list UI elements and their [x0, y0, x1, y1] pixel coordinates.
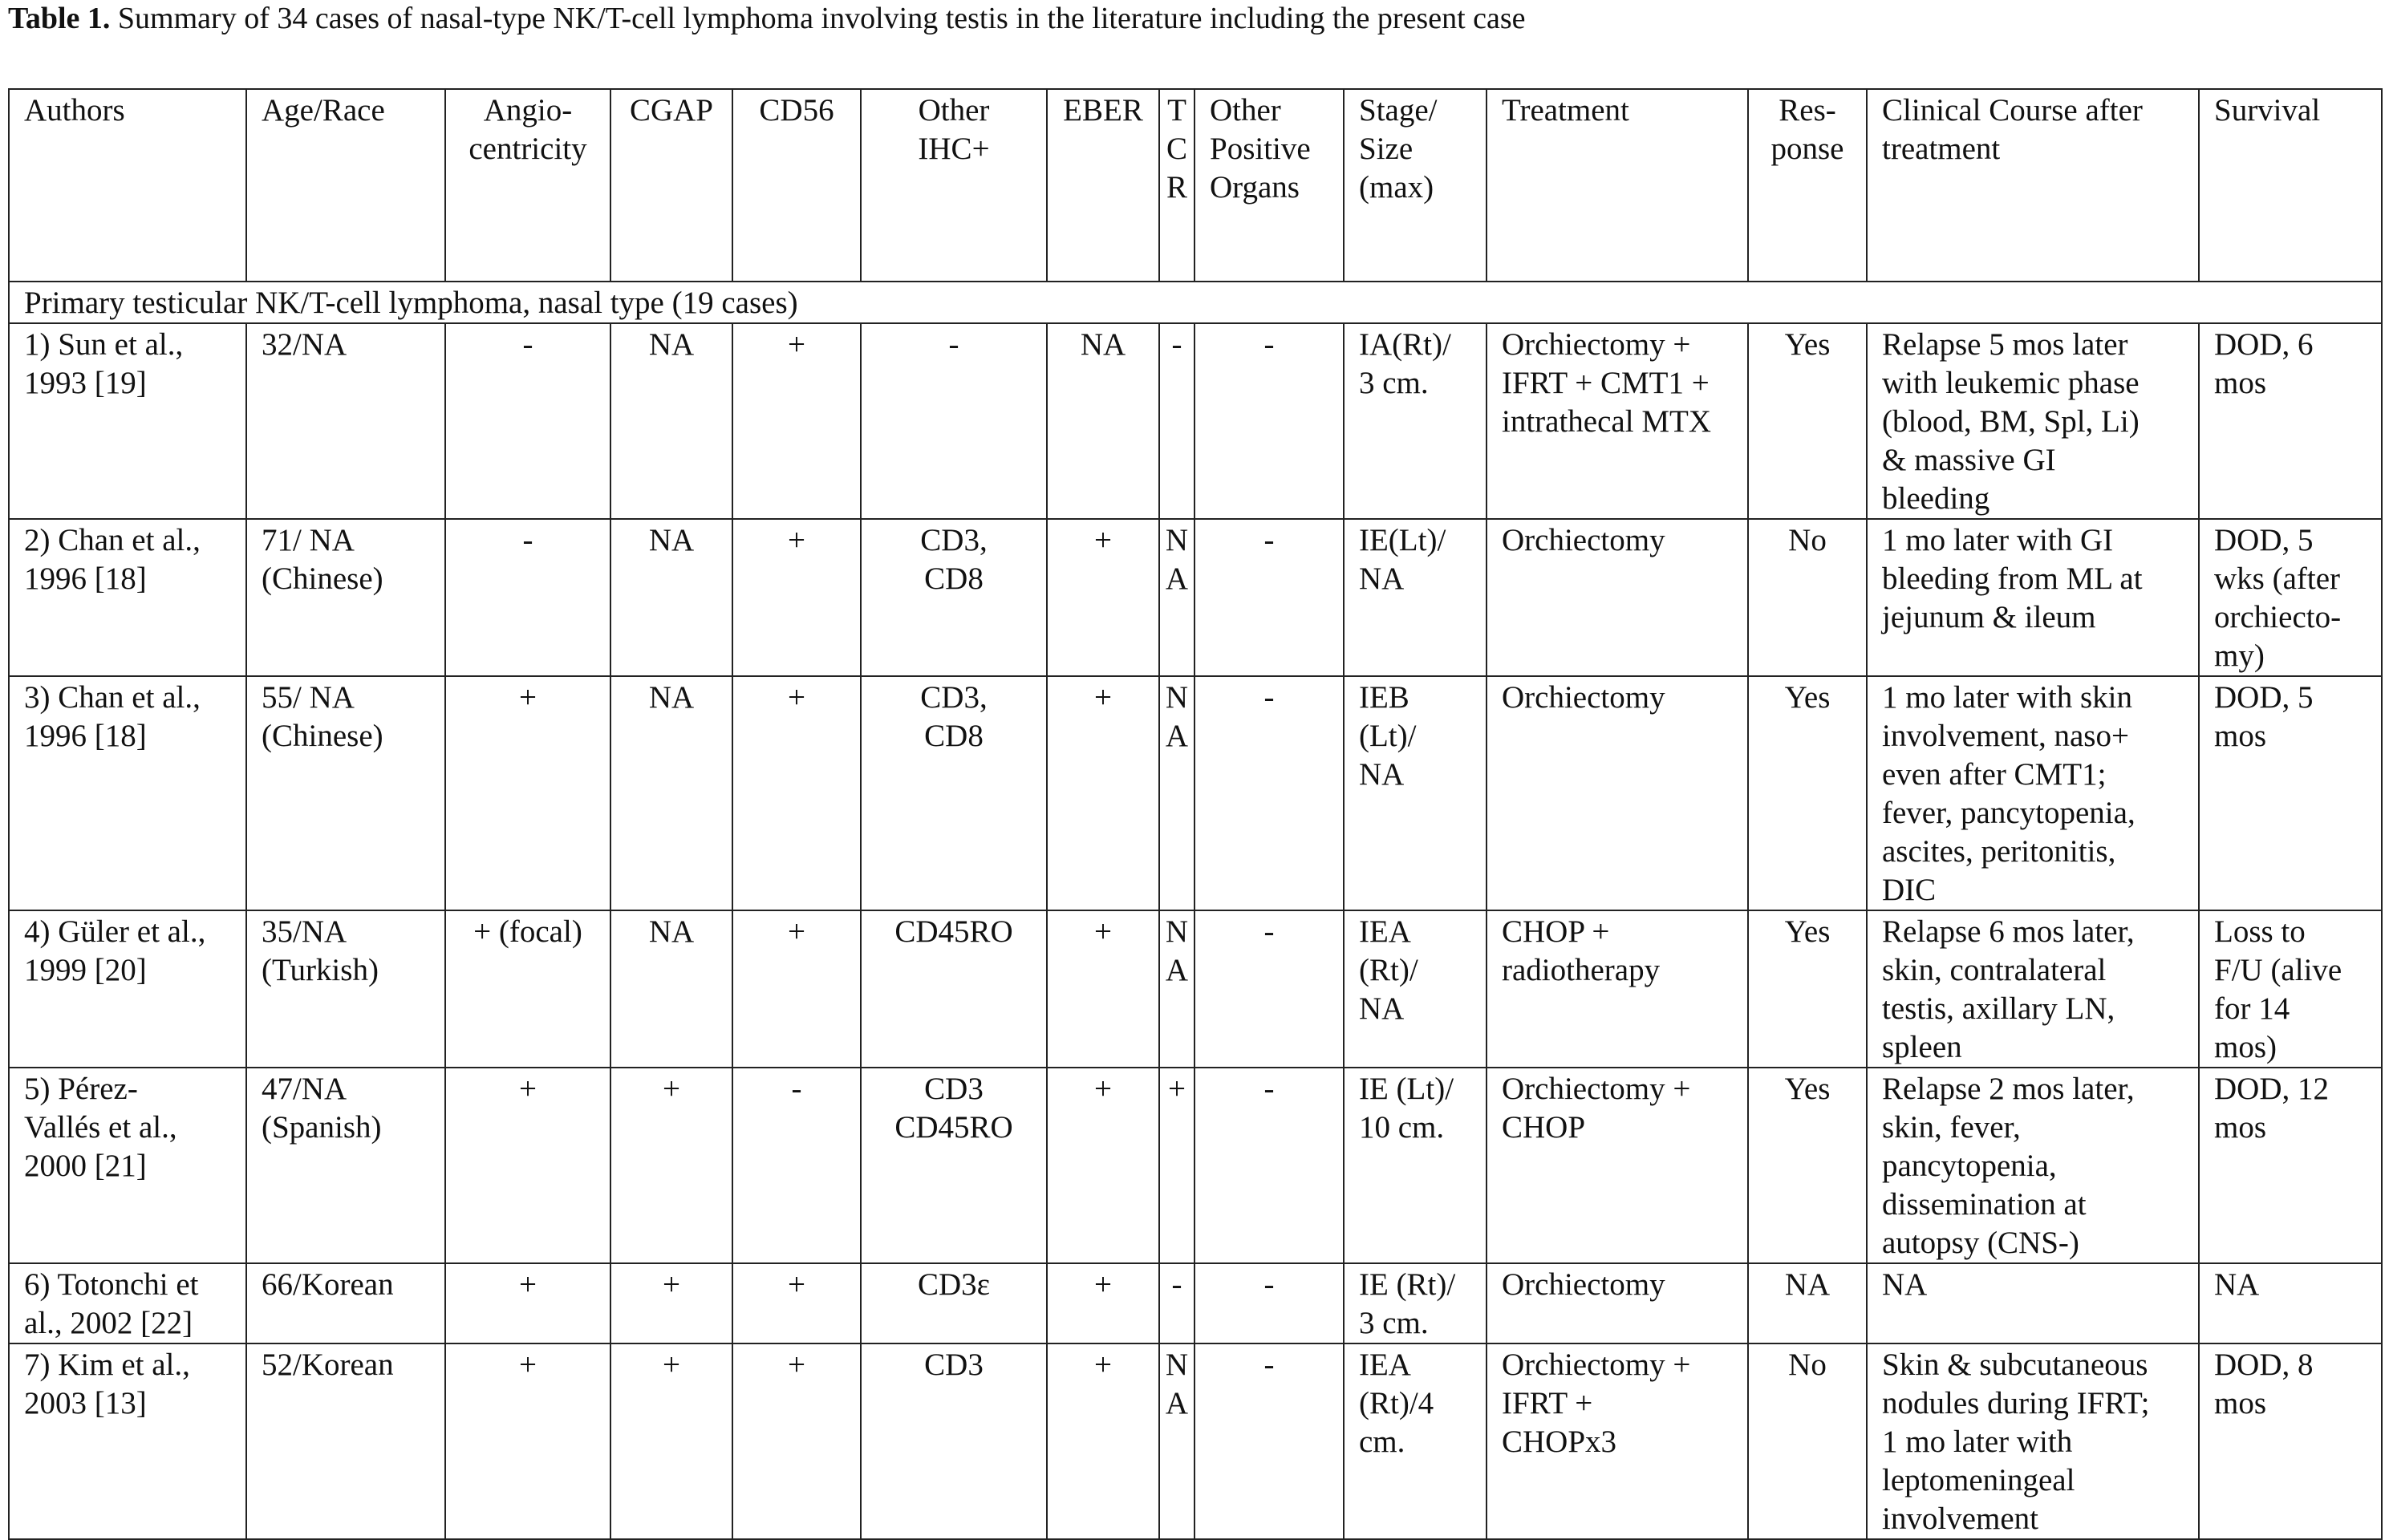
cell-other-organs: - — [1194, 910, 1344, 1068]
cell-treatment: Orchiectomy + IFRT + CMT1 + intrathecal MTX — [1487, 323, 1748, 519]
cell-eber: + — [1047, 1263, 1159, 1343]
cell-survival: DOD, 5 mos — [2199, 676, 2382, 910]
cell-treatment: Orchiectomy — [1487, 676, 1748, 910]
cell-cgap: NA — [610, 910, 732, 1068]
cell-stage: IEA (Rt)/ NA — [1344, 910, 1487, 1068]
cell-stage: IEB (Lt)/ NA — [1344, 676, 1487, 910]
cell-other-organs: - — [1194, 676, 1344, 910]
cell-angiocentricity: + — [445, 1263, 610, 1343]
cell-clinical-course: 1 mo later with skin involvement, naso+ even after CMT1; fever, pancytopenia, ascites, peritonitis, DIC — [1867, 676, 2199, 910]
header-survival: Survival — [2199, 89, 2382, 282]
table-row — [9, 1263, 2382, 1343]
cell-response: No — [1748, 519, 1867, 676]
cell-cd56: + — [732, 519, 861, 676]
table-caption-label: Table 1. — [8, 2, 111, 35]
cell-clinical-course: Skin & subcutaneous nodules during IFRT; 1 mo later with leptomeningeal involvement — [1867, 1343, 2199, 1539]
header-other-ihc: Other IHC+ — [861, 89, 1047, 282]
cell-clinical-course: Relapse 6 mos later, skin, contralateral testis, axillary LN, spleen — [1867, 910, 2199, 1068]
cell-cgap: NA — [610, 323, 732, 519]
cell-response: Yes — [1748, 1068, 1867, 1263]
cell-clinical-course: NA — [1867, 1263, 2199, 1343]
cell-cd56: + — [732, 1343, 861, 1539]
table-row — [9, 910, 2382, 1068]
cell-other-organs: - — [1194, 1263, 1344, 1343]
cell-angiocentricity: + — [445, 1068, 610, 1263]
cell-other-ihc: CD3 CD45RO — [861, 1068, 1047, 1263]
cell-response: Yes — [1748, 323, 1867, 519]
header-row — [9, 89, 2382, 282]
cell-stage: IE (Lt)/ 10 cm. — [1344, 1068, 1487, 1263]
cell-other-ihc: CD3 — [861, 1343, 1047, 1539]
table-row — [9, 323, 2382, 519]
cell-eber: + — [1047, 1068, 1159, 1263]
cell-cgap: + — [610, 1263, 732, 1343]
header-clinical-course: Clinical Course after treatment — [1867, 89, 2199, 282]
table-row — [9, 676, 2382, 910]
cell-cd56: + — [732, 910, 861, 1068]
cell-authors: 3) Chan et al., 1996 [18] — [9, 676, 246, 910]
cell-survival: DOD, 6 mos — [2199, 323, 2382, 519]
cell-other-organs: - — [1194, 1343, 1344, 1539]
cell-age-race: 66/Korean — [246, 1263, 445, 1343]
cell-clinical-course: 1 mo later with GI bleeding from ML at jejunum & ileum — [1867, 519, 2199, 676]
table-row — [9, 1343, 2382, 1539]
cell-clinical-course: Relapse 2 mos later, skin, fever, pancytopenia, dissemination at autopsy (CNS-) — [1867, 1068, 2199, 1263]
cell-angiocentricity: + — [445, 676, 610, 910]
cell-age-race: 71/ NA (Chinese) — [246, 519, 445, 676]
cell-authors: 1) Sun et al., 1993 [19] — [9, 323, 246, 519]
cell-cgap: + — [610, 1343, 732, 1539]
cell-tcr: - — [1159, 1263, 1194, 1343]
cell-stage: IA(Rt)/ 3 cm. — [1344, 323, 1487, 519]
section-row — [9, 282, 2382, 323]
cell-authors: 4) Güler et al., 1999 [20] — [9, 910, 246, 1068]
header-treatment: Treatment — [1487, 89, 1748, 282]
header-cd56: CD56 — [732, 89, 861, 282]
cell-tcr: + — [1159, 1068, 1194, 1263]
cell-cd56: - — [732, 1068, 861, 1263]
header-other-positive-organs: Other Positive Organs — [1194, 89, 1344, 282]
header-age-race: Age/Race — [246, 89, 445, 282]
cell-eber: + — [1047, 519, 1159, 676]
cell-survival: DOD, 8 mos — [2199, 1343, 2382, 1539]
table-caption-text: Summary of 34 cases of nasal-type NK/T-cell lymphoma involving testis in the literature including the present case — [110, 2, 1526, 35]
cell-treatment: Orchiectomy — [1487, 519, 1748, 676]
cell-other-ihc: CD3, CD8 — [861, 519, 1047, 676]
cell-tcr: N A — [1159, 676, 1194, 910]
cell-tcr: - — [1159, 323, 1194, 519]
cell-authors: 6) Totonchi et al., 2002 [22] — [9, 1263, 246, 1343]
cell-clinical-course: Relapse 5 mos later with leukemic phase (blood, BM, Spl, Li) & massive GI bleeding — [1867, 323, 2199, 519]
cell-authors: 7) Kim et al., 2003 [13] — [9, 1343, 246, 1539]
cell-age-race: 47/NA (Spanish) — [246, 1068, 445, 1263]
cell-treatment: CHOP + radiotherapy — [1487, 910, 1748, 1068]
cell-eber: NA — [1047, 323, 1159, 519]
cell-survival: DOD, 12 mos — [2199, 1068, 2382, 1263]
header-tcr: T C R — [1159, 89, 1194, 282]
cell-other-ihc: CD3ε — [861, 1263, 1047, 1343]
header-cgap: CGAP — [610, 89, 732, 282]
cell-cgap: NA — [610, 676, 732, 910]
cell-other-organs: - — [1194, 1068, 1344, 1263]
header-authors: Authors — [9, 89, 246, 282]
cell-tcr: N A — [1159, 519, 1194, 676]
table-row — [9, 519, 2382, 676]
literature-summary-table — [8, 88, 2383, 1540]
cell-treatment: Orchiectomy — [1487, 1263, 1748, 1343]
header-angiocentricity: Angio- centricity — [445, 89, 610, 282]
cell-response: NA — [1748, 1263, 1867, 1343]
cell-stage: IE(Lt)/ NA — [1344, 519, 1487, 676]
cell-other-organs: - — [1194, 519, 1344, 676]
cell-tcr: N A — [1159, 1343, 1194, 1539]
cell-cd56: + — [732, 323, 861, 519]
cell-response: Yes — [1748, 676, 1867, 910]
cell-eber: + — [1047, 910, 1159, 1068]
cell-cd56: + — [732, 1263, 861, 1343]
cell-authors: 2) Chan et al., 1996 [18] — [9, 519, 246, 676]
table-row — [9, 1068, 2382, 1263]
cell-eber: + — [1047, 676, 1159, 910]
cell-cd56: + — [732, 676, 861, 910]
header-response: Res- ponse — [1748, 89, 1867, 282]
table-caption — [8, 0, 2375, 37]
cell-survival: Loss to F/U (alive for 14 mos) — [2199, 910, 2382, 1068]
cell-survival: NA — [2199, 1263, 2382, 1343]
cell-stage: IEA (Rt)/4 cm. — [1344, 1343, 1487, 1539]
cell-age-race: 32/NA — [246, 323, 445, 519]
cell-tcr: N A — [1159, 910, 1194, 1068]
header-eber: EBER — [1047, 89, 1159, 282]
header-stage-size: Stage/ Size (max) — [1344, 89, 1487, 282]
cell-other-ihc: CD45RO — [861, 910, 1047, 1068]
cell-other-ihc: - — [861, 323, 1047, 519]
section-label: Primary testicular NK/T-cell lymphoma, nasal type (19 cases) — [9, 282, 2382, 323]
cell-angiocentricity: - — [445, 519, 610, 676]
cell-response: Yes — [1748, 910, 1867, 1068]
cell-treatment: Orchiectomy + CHOP — [1487, 1068, 1748, 1263]
cell-response: No — [1748, 1343, 1867, 1539]
cell-other-organs: - — [1194, 323, 1344, 519]
cell-stage: IE (Rt)/ 3 cm. — [1344, 1263, 1487, 1343]
cell-angiocentricity: + — [445, 1343, 610, 1539]
cell-angiocentricity: + (focal) — [445, 910, 610, 1068]
cell-age-race: 55/ NA (Chinese) — [246, 676, 445, 910]
cell-cgap: NA — [610, 519, 732, 676]
cell-eber: + — [1047, 1343, 1159, 1539]
cell-treatment: Orchiectomy + IFRT + CHOPx3 — [1487, 1343, 1748, 1539]
cell-age-race: 52/Korean — [246, 1343, 445, 1539]
cell-survival: DOD, 5 wks (after orchiecto- my) — [2199, 519, 2382, 676]
cell-authors: 5) Pérez- Vallés et al., 2000 [21] — [9, 1068, 246, 1263]
cell-age-race: 35/NA (Turkish) — [246, 910, 445, 1068]
cell-angiocentricity: - — [445, 323, 610, 519]
cell-cgap: + — [610, 1068, 732, 1263]
cell-other-ihc: CD3, CD8 — [861, 676, 1047, 910]
